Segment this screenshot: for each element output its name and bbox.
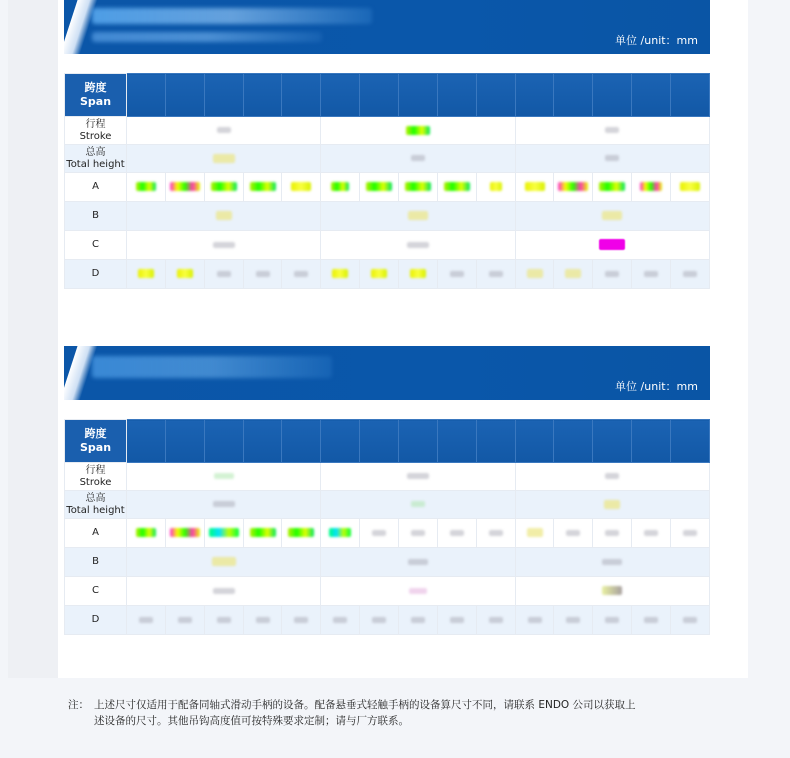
table-row	[65, 231, 710, 260]
section2-title-blurred	[92, 356, 332, 378]
table-row	[65, 577, 710, 606]
section1-subtitle-blurred	[92, 32, 322, 42]
row-label-total-height: 总高 Total height	[65, 491, 127, 519]
row-label-a: A	[65, 519, 127, 548]
row-label-b: B	[65, 548, 127, 577]
table-row	[65, 117, 710, 145]
footnote-line-2: 述设备的尺寸。其他吊钩高度值可按特殊要求定制；请与厂方联系。	[94, 715, 409, 727]
span-header: 跨度 Span	[65, 74, 127, 117]
table-row	[65, 173, 710, 202]
table-header-row	[65, 74, 710, 117]
table-row	[65, 519, 710, 548]
table-row	[65, 260, 710, 289]
row-label-stroke: 行程 Stroke	[65, 463, 127, 491]
table-row	[65, 463, 710, 491]
table-row	[65, 606, 710, 635]
unit-label: 单位 /unit：mm	[615, 380, 698, 393]
spec-table-1	[64, 73, 710, 289]
row-label-c: C	[65, 231, 127, 260]
table-row	[65, 491, 710, 519]
footnote-label: 注：	[68, 699, 89, 711]
footnote-line-1: 上述尺寸仅适用于配备同轴式滑动手柄的设备。配备悬垂式轻触手柄的设备算尺寸不同，请联系 ENDO 公司以获取上	[94, 699, 636, 711]
section2-banner	[64, 346, 710, 400]
table-row	[65, 548, 710, 577]
row-label-d: D	[65, 260, 127, 289]
section1-title-blurred	[92, 8, 372, 24]
row-label-b: B	[65, 202, 127, 231]
spec-table-2	[64, 419, 710, 635]
row-label-total-height: 总高 Total height	[65, 145, 127, 173]
row-label-a: A	[65, 173, 127, 202]
table-row	[65, 145, 710, 173]
footnote	[68, 697, 718, 729]
section1-banner	[64, 0, 710, 54]
span-header: 跨度 Span	[65, 420, 127, 463]
row-label-stroke: 行程 Stroke	[65, 117, 127, 145]
table-header-row	[65, 420, 710, 463]
row-label-d: D	[65, 606, 127, 635]
unit-label: 单位 /unit：mm	[615, 34, 698, 47]
table-row	[65, 202, 710, 231]
row-label-c: C	[65, 577, 127, 606]
